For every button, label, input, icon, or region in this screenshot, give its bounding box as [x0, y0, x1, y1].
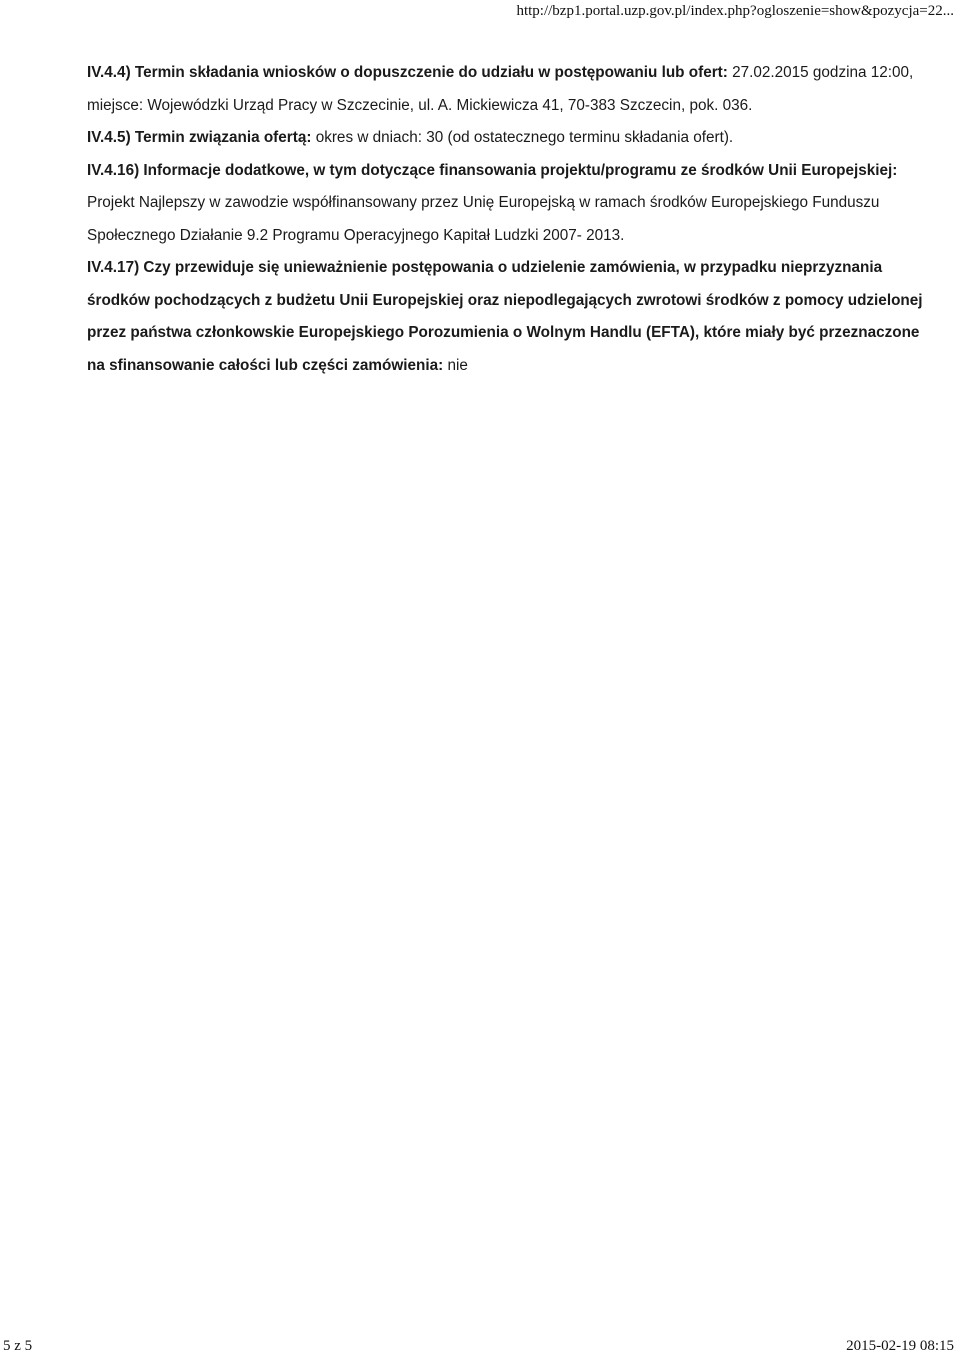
section-value: Projekt Najlepszy w zawodzie współfinansowany przez Unię Europejską w ramach środków Europejskiego Funduszu Społecznego Działanie 9.2 Programu Operacyjnego Kapitał Ludzki 2007- 2013. — [87, 194, 880, 244]
section-label: IV.4.4) Termin składania wniosków o dopuszczenie do udziału w postępowaniu lub ofert: — [87, 64, 728, 81]
section-iv-4-16 — [87, 155, 937, 253]
page-number: 5 z 5 — [3, 1338, 33, 1354]
section-label: IV.4.16) Informacje dodatkowe, w tym dotyczące finansowania projektu/programu ze środków Unii Europejskiej: — [87, 161, 898, 179]
section-value: okres w dniach: 30 (od ostatecznego terminu składania ofert). — [315, 129, 734, 146]
print-datetime: 2015-02-19 08:15 — [846, 1338, 954, 1354]
print-header-url: http://bzp1.portal.uzp.gov.pl/index.php?ogloszenie=show&pozycja=22... — [516, 3, 954, 19]
section-label: IV.4.17) Czy przewiduje się unieważnienie postępowania o udzielenie zamówienia, w przypadku nieprzyznania środków pochodzących z budżetu Unii Europejskiej oraz niepodlegających zwrotowi środków z pomocy udzielonej przez państwa członkowskie Europejskiego Porozumienia o Wolnym Handlu (EFTA), które miały być przeznaczone na sfinansowanie całości lub części zamówienia: — [87, 259, 923, 374]
section-value: 27.02.2015 godzina 12:00, miejsce: Wojewódzki Urząd Pracy w Szczecinie, ul. A. Mickiewicza 41, 70-383 Szczecin, pok. 036. — [87, 64, 914, 114]
section-iv-4-5 — [87, 122, 937, 155]
section-value: nie — [447, 356, 468, 374]
notice-body — [87, 57, 937, 382]
section-label: IV.4.5) Termin związania ofertą: — [87, 129, 312, 146]
section-iv-4-17 — [87, 252, 937, 382]
section-iv-4-4 — [87, 57, 937, 122]
